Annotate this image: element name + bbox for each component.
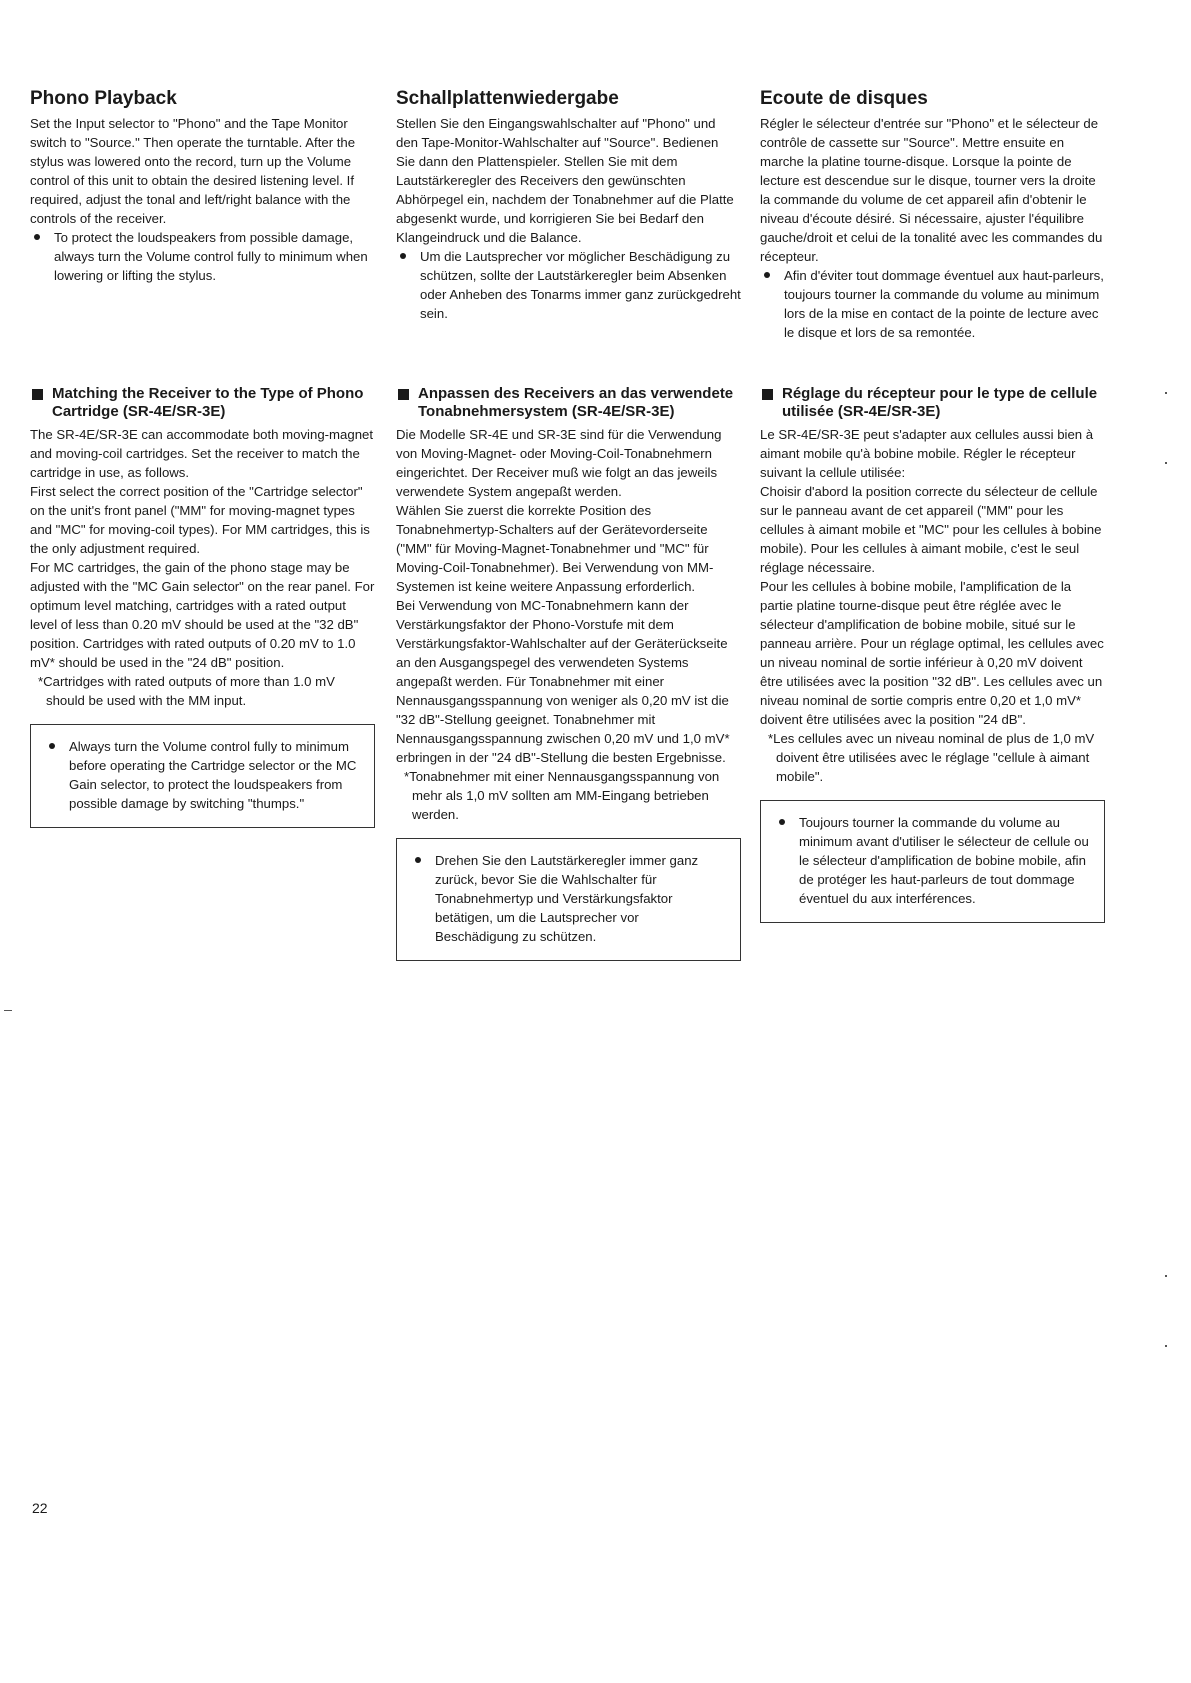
footnote: *Tonabnehmer mit einer Nennausgangsspannung von mehr als 1,0 mV sollten am MM-Eingang betrieben werden. <box>404 769 720 822</box>
square-bullet-icon <box>32 389 43 400</box>
paragraph-2: Choisir d'abord la position correcte du sélecteur de cellule sur le panneau avant de cet appareil ("MM" pour les cellules à aimant mobile et "MC" pour les cellules à bobine mobile). Pour les cellules à aimant mobile, c'est le seul réglage nécessaire. <box>760 484 1102 575</box>
paragraph-1: Le SR-4E/SR-3E peut s'adapter aux cellules aussi bien à aimant mobile qu'à bobine mobile. Régler le récepteur suivant la cellule utilisée: <box>760 427 1094 480</box>
footnote: *Les cellules avec un niveau nominal de plus de 1,0 mV doivent être utilisées avec le réglage "cellule à aimant mobile". <box>768 731 1095 784</box>
warning-box <box>396 838 741 961</box>
bullet-item: To protect the loudspeakers from possible damage, always turn the Volume control fully to minimum when lowering or lifting the stylus. <box>54 228 375 285</box>
page-number: 22 <box>32 1500 48 1516</box>
section-title-phono-playback: Phono Playback <box>30 88 177 109</box>
cartridge-heading-text: Anpassen des Receivers an das verwendete Tonabnehmersystem (SR-4E/SR-3E) <box>418 385 734 420</box>
section-title-ecoute-de-disques: Ecoute de disques <box>760 88 928 109</box>
scan-speck <box>1165 462 1167 464</box>
warning-box <box>30 724 375 828</box>
section-title-schallplattenwiedergabe: Schallplattenwiedergabe <box>396 88 619 109</box>
cartridge-section <box>760 385 1105 923</box>
paragraph-3: For MC cartridges, the gain of the phono stage may be adjusted with the "MC Gain selector" on the rear panel. For optimum level matching, cartridges with a rated output level of less than 0.20 mV should be used at the "32 dB" position. Cartridges with rated outputs of 0.20 mV to 1.0 mV* should be used in the "24 dB" position. <box>30 560 375 670</box>
column-german <box>396 80 741 944</box>
scan-speck <box>4 1010 12 1011</box>
cartridge-section <box>396 385 741 961</box>
footnote: *Cartridges with rated outputs of more than 1.0 mV should be used with the MM input. <box>38 674 335 708</box>
column-french <box>760 80 1105 906</box>
warning-text: Toujours tourner la commande du volume au minimum avant d'utiliser le sélecteur de cellule ou le sélecteur d'amplification de bobine mobile, afin de protéger les haut-parleurs de tout dommage éventuel du aux interférences. <box>799 815 1089 906</box>
warning-text: Always turn the Volume control fully to minimum before operating the Cartridge selector or the MC Gain selector, to protect the loudspeakers from possible damage by switching "thumps." <box>69 737 360 813</box>
cartridge-heading-text: Réglage du récepteur pour le type de cellule utilisée (SR-4E/SR-3E) <box>782 385 1098 420</box>
bullet-list <box>30 228 375 285</box>
bullet-list <box>396 247 741 323</box>
square-bullet-icon <box>762 389 773 400</box>
paragraph-2: Wählen Sie zuerst die korrekte Position des Tonabnehmertyp-Schalters auf der Gerätevorderseite ("MM" für Moving-Magnet-Tonabnehmer und "MC" für Moving-Coil-Tonabnehmer). Bei Verwendung von MM-Systemen ist keine weitere Anpassung erforderlich. <box>396 503 714 594</box>
bullet-list <box>760 266 1105 342</box>
paragraph-3: Pour les cellules à bobine mobile, l'amplification de la partie platine tourne-disque peut être réglée avec le sélecteur d'amplification de bobine mobile, situé sur le panneau arrière. Pour un réglage optimal, les cellules avec un niveau nominal de sortie inférieur à 0,20 mV doivent être utilisées avec la position "32 dB". Les cellules avec un niveau nominal de sortie compris entre 0,20 et 1,0 mV* doivent être utilisées avec la position "24 dB". <box>760 579 1104 727</box>
square-bullet-icon <box>398 389 409 400</box>
cartridge-heading-text: Matching the Receiver to the Type of Phono Cartridge (SR-4E/SR-3E) <box>52 385 364 420</box>
cartridge-heading <box>760 385 1105 421</box>
cartridge-section <box>30 385 375 828</box>
bullet-item: Um die Lautsprecher vor möglicher Beschädigung zu schützen, sollte der Lautstärkeregler beim Absenken oder Anheben des Tonarms immer ganz zurückgedreht sein. <box>420 249 741 321</box>
intro-paragraph: Régler le sélecteur d'entrée sur "Phono" et le sélecteur de contrôle de cassette sur "Source". Mettre ensuite en marche la platine tourne-disque. Lorsque la pointe de lecture est descendue sur le disque, tourner vers la droite la commande du volume de cet appareil afin d'obtenir le niveau d'écoute désiré. Si nécessaire, ajuster l'équilibre gauche/droit et celui de la tonalité avec les commandes du récepteur. <box>760 116 1103 264</box>
paragraph-1: The SR-4E/SR-3E can accommodate both moving-magnet and moving-coil cartridges. Set the receiver to match the cartridge in use, as follows. <box>30 427 374 480</box>
scan-speck <box>1165 1275 1167 1277</box>
bullet-item: Afin d'éviter tout dommage éventuel aux haut-parleurs, toujours tourner la commande du volume au minimum lors de la mise en contact de la pointe de lecture avec le disque et lors de sa remontée. <box>784 268 1104 340</box>
intro-paragraph: Stellen Sie den Eingangswahlschalter auf "Phono" und den Tape-Monitor-Wahlschalter auf "Source". Bedienen Sie dann den Plattenspieler. Stellen Sie mit dem Lautstärkeregler des Receivers den gewünschten Abhörpegel ein, nachdem der Tonabnehmer auf die Platte abgesenkt wurde, und korrigieren Sie bei Bedarf den Klangeindruck und die Balance. <box>396 116 734 245</box>
column-english <box>30 80 375 811</box>
paragraph-1: Die Modelle SR-4E und SR-3E sind für die Verwendung von Moving-Magnet- oder Moving-Coil-Tonabnehmern eingerichtet. Der Receiver muß wie folgt an das jeweils verwendete System angepaßt werden. <box>396 427 722 499</box>
paragraph-2: First select the correct position of the "Cartridge selector" on the unit's front panel ("MM" for moving-magnet types and "MC" for moving-coil types). For MM cartridges, this is the only adjustment required. <box>30 484 370 556</box>
scan-speck <box>1165 1345 1167 1347</box>
scan-speck <box>1165 392 1167 394</box>
paragraph-3: Bei Verwendung von MC-Tonabnehmern kann der Verstärkungsfaktor der Phono-Vorstufe mit dem Verstärkungsfaktor-Wahlschalter auf der Geräterückseite an den Ausgangspegel des verwendeten Systems angepaßt werden. Für Tonabnehmer mit einer Nennausgangsspannung von weniger als 0,20 mV ist die "32 dB"-Stellung geeignet. Tonabnehmer mit Nennausgangsspannung zwischen 0,20 mV und 1,0 mV* erbringen in der "24 dB"-Stellung die besten Ergebnisse. <box>396 598 730 765</box>
intro-paragraph: Set the Input selector to "Phono" and the Tape Monitor switch to "Source." Then operate the turntable. After the stylus was lowered onto the record, turn up the Volume control of this unit to obtain the desired listening level. If required, adjust the tonal and left/right balance with the controls of the receiver. <box>30 116 356 226</box>
cartridge-heading <box>30 385 375 421</box>
warning-box <box>760 800 1105 923</box>
cartridge-heading <box>396 385 741 421</box>
warning-text: Drehen Sie den Lautstärkeregler immer ganz zurück, bevor Sie die Wahlschalter für Tonabnehmertyp und Verstärkungsfaktor betätigen, um die Lautsprecher vor Beschädigung zu schützen. <box>435 851 726 946</box>
